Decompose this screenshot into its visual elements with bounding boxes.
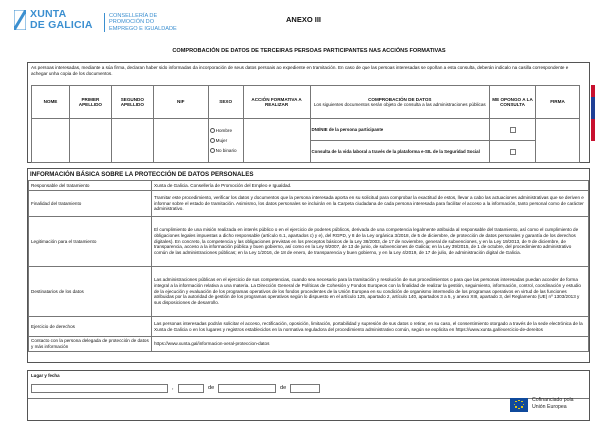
sexo-options bbox=[208, 119, 243, 163]
col-sexo: SEXO bbox=[208, 86, 243, 119]
col-nif: NIF bbox=[153, 86, 208, 119]
department-line-3: EMPREGO E IGUALDADE bbox=[109, 25, 177, 32]
xunta-logo-icon bbox=[14, 10, 26, 30]
data-protection-section bbox=[27, 168, 590, 363]
apelido1-field[interactable] bbox=[69, 119, 111, 163]
eu-cofinancing-text bbox=[532, 397, 574, 410]
radio-icon[interactable] bbox=[210, 138, 215, 143]
info-key: Finalidad del tratamiento bbox=[29, 191, 152, 217]
signature-area[interactable] bbox=[28, 398, 589, 421]
document-vida-laboral: Consulta de la vida laboral a través de la plataforma e-SIL de la Seguridad Social bbox=[310, 141, 490, 163]
oponse-cell-dni bbox=[490, 119, 536, 141]
logo-line-1: XUNTA bbox=[30, 8, 67, 20]
info-value: Tramitar este procedimiento, verificar los datos y documentos que la persona interesada aporta en su solicitud para comprobar la exactitud de estos, llevar a cabo las actuaciones administrativas que se deriven e informar sobre el estado de tramitación. Asimismo, los datos personales se incluirán en la Carpeta ciudadana de cada persona interesada para facilitar el acceso a la información, tanto personal como de carácter administrativo. bbox=[152, 191, 589, 217]
participants-table bbox=[31, 85, 580, 163]
ano-field[interactable] bbox=[290, 384, 320, 393]
info-key: Ejercicio de derechos bbox=[29, 317, 152, 337]
table-row bbox=[29, 267, 589, 317]
dia-field[interactable] bbox=[178, 384, 204, 393]
apelido2-field[interactable] bbox=[111, 119, 153, 163]
table-row bbox=[32, 119, 580, 141]
info-key: Responsable del tratamiento bbox=[29, 181, 152, 191]
col-nome: NOME bbox=[32, 86, 70, 119]
oponse-checkbox-vida-laboral[interactable] bbox=[510, 149, 516, 155]
col-accion: ACCIÓN FORMATIVA A REALIZAR bbox=[243, 86, 310, 119]
department-line-1: CONSELLERÍA DE bbox=[109, 13, 158, 19]
info-value: Las personas interesadas podrán solicitar el acceso, rectificación, oposición, limitación, portabilidad y supresión de sus datos o retirar, en su caso, el consentimiento otorgado a través de la sede electrónica de la Xunta de Galicia o en los lugares y registros establecidos en la normativa reguladora del procedimiento administrativo común, según se explicita en https://www.xunta.gal/exercicio-de-dereitos bbox=[152, 317, 589, 337]
side-marker-blue bbox=[591, 97, 595, 119]
participants-section bbox=[27, 62, 590, 163]
col-firma: FIRMA bbox=[536, 86, 580, 119]
eu-text-line-1: Cofinanciado pola bbox=[532, 397, 574, 403]
accion-field[interactable] bbox=[243, 119, 310, 163]
lugar-field[interactable] bbox=[31, 384, 168, 393]
sexo-option-no-binario[interactable] bbox=[210, 146, 242, 155]
intro-text: As persoas interesadas, mediante a súa firma, declaran haber sido informadas da incorporación de seus datos persoais ao expediente en tramitación. En caso de que las persoas interesadas se opoñan a esta consulta, deberán indicalo na casilla correspondente e achegar unha copia de los documentos. bbox=[31, 65, 569, 77]
sexo-option-hombre[interactable] bbox=[210, 126, 242, 135]
table-header-row bbox=[32, 86, 580, 119]
eu-flag-icon bbox=[510, 398, 528, 412]
comprobacion-subtitle: Los siguientes documentos serán objeto de consulta a las administraciones públicas bbox=[313, 102, 486, 107]
col-apelido2: SEGUNDO APELLIDO bbox=[111, 86, 153, 119]
eu-text-line-2: Unión Europea bbox=[532, 403, 567, 410]
document-title: COMPROBACIÓN DE DATOS DE TERCEIRAS PERSOAS PARTICIPANTES NAS ACCIÓNS FORMATIVAS bbox=[172, 48, 446, 54]
radio-icon[interactable] bbox=[210, 128, 215, 133]
info-value: Las administraciones públicas en el ejercicio de sus competencias, cuando sea necesario para la tramitación y resolución de sus procedimientos o para que las personas interesadas puedan acceder de forma integral a la información relativa a una materia. La Dirección General de Políticas de Cohesión y Fondos Europeos con la finalidad de realizar la gestión, seguimiento, información, control, coordinación y estudio de la ejecución y evaluación de los programas operativos de los fondos procedentes de la Unión Europea en su condición de organismo intermedio de los programas operativos en virtud de las funciones atribuidas por la autoridad de gestión de los programas operativos según lo dispuesto en el artículo 125, apartado 2, artículo 140, apartados 3 a 5, y anexo XIII, apartado 3, del Reglamento (UE) nº 1303/2013 y sus disposiciones de desarrollo. bbox=[152, 267, 589, 317]
nif-field[interactable] bbox=[153, 119, 208, 163]
info-key: Legitimación para el tratamiento bbox=[29, 217, 152, 267]
nome-field[interactable] bbox=[32, 119, 70, 163]
side-marker-red bbox=[591, 119, 595, 141]
department-line-2: PROMOCIÓN DO bbox=[109, 19, 155, 26]
separator-de-2: de bbox=[280, 385, 287, 391]
col-comprobacion bbox=[310, 86, 490, 119]
mes-field[interactable] bbox=[218, 384, 276, 393]
info-key: Destinatarios de los datos bbox=[29, 267, 152, 317]
col-apelido1: PRIMER APELLIDO bbox=[69, 86, 111, 119]
xunta-logo-text bbox=[30, 9, 93, 31]
page-header bbox=[14, 8, 604, 40]
oponse-checkbox-dni[interactable] bbox=[510, 127, 516, 133]
radio-icon[interactable] bbox=[210, 148, 215, 153]
info-table bbox=[28, 180, 589, 352]
table-row bbox=[29, 217, 589, 267]
info-key: Contacto con la persona delegada de protección de datos y más información bbox=[29, 337, 152, 352]
section-title: INFORMACIÓN BÁSICA SOBRE LA PROTECCIÓN DE DATOS PERSONALES bbox=[30, 171, 254, 178]
table-row bbox=[29, 317, 589, 337]
logo-line-2: DE GALICIA bbox=[30, 19, 93, 31]
sexo-option-mujer[interactable] bbox=[210, 136, 242, 145]
sexo-option-label: Mujer bbox=[215, 137, 228, 143]
table-row bbox=[29, 337, 589, 352]
document-dni: DNI/NIE de la persona participante bbox=[310, 119, 490, 141]
table-row bbox=[29, 191, 589, 217]
table-row bbox=[29, 181, 589, 191]
info-value: El cumplimiento de una misión realizada en interés público o en el ejercicio de poderes públicos, derivada de una competencia legalmente atribuida al responsable del tratamiento, así como el cumplimiento de obligaciones legales impuestas a dicho responsable (artículo 6.1, apartados c) y e), del RGPD, y 8 de la Ley orgánica 3/2018, de 5 de diciembre, de protección de datos personales y garantía de los derechos digitales). En concreto, la competencia y las obligaciones previstas en los preceptos básicos de la Ley 38/2003, de 17 de noviembre, general de subvenciones, y en la Ley 19/2013, de 9 de diciembre, de transparencia, acceso a la información pública y buen gobierno, así como en la Ley 9/2007, de 13 de junio, de subvenciones de Galicia; en la Ley 39/2015, de 1 de octubre, del procedimiento administrativo común de las administraciones públicas; en la Ley 1/2016, de 18 de enero, de transparencia y buen gobierno, y en la Ley 4/2019, de 17 de julio, de administración digital de Galicia. bbox=[152, 217, 589, 267]
oponse-cell-vida-laboral bbox=[490, 141, 536, 163]
col-oponse: ME OPONGO A LA CONSULTA bbox=[490, 86, 536, 119]
lugar-fecha-label: Lugar y fecha bbox=[31, 373, 60, 378]
annex-label: ANEXO III bbox=[286, 15, 322, 24]
sexo-option-label: Hombre bbox=[215, 127, 232, 133]
side-marker-red bbox=[591, 85, 595, 97]
info-value: Xunta de Galicia. Consellería de Promoción del Empleo e Igualdad. bbox=[152, 181, 589, 191]
comprobacion-title: COMPROBACIÓN DE DATOS bbox=[368, 96, 432, 102]
separator-de-1: de bbox=[208, 385, 215, 391]
firma-field[interactable] bbox=[536, 119, 580, 163]
info-value: https://www.xunta.gal/informacion-xeral-proteccion-datos bbox=[152, 337, 589, 352]
sexo-option-label: No binario bbox=[215, 147, 237, 153]
signature-section bbox=[27, 370, 590, 421]
separator-comma: , bbox=[172, 385, 174, 391]
department-name bbox=[104, 13, 177, 32]
